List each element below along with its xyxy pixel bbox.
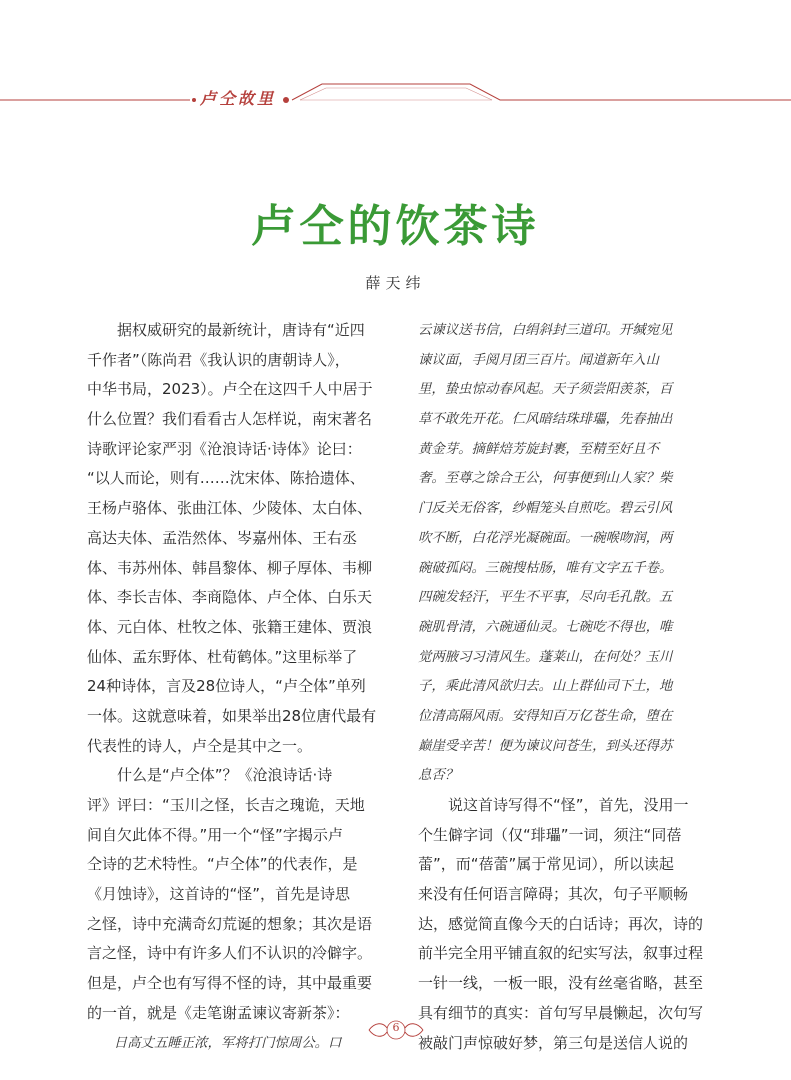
poem-line: 四碗发轻汗，平生不平事，尽向毛孔散。五	[418, 590, 673, 606]
body-line: 被敲门声惊破好梦，第三句是送信人说的	[418, 1033, 689, 1052]
body-line: 高达夫体、孟浩然体、岑嘉州体、王右丞	[87, 528, 358, 547]
poem-line: 奢。至尊之馀合王公，何事便到山人家？柴	[418, 471, 673, 487]
body-line: 前半完全用平铺直叙的纪实写法，叙事过程	[418, 944, 704, 963]
body-line: 体、韦苏州体、韩昌黎体、柳子厚体、韦柳	[87, 558, 373, 577]
body-line: 之怪，诗中充满奇幻荒诞的想象；其次是语	[87, 914, 373, 933]
body-line: 间自欠此体不得。”用一个“怪”字揭示卢	[87, 825, 343, 844]
poem-line: 息否？	[418, 768, 459, 784]
poem-line: 门反关无俗客，纱帽笼头自煎吃。碧云引风	[418, 501, 673, 517]
body-line: 个生僻字词（仅“琲瓃”一词，须注“同蓓	[418, 825, 682, 844]
right-column	[418, 316, 718, 1058]
body-line: 仝诗的艺术特性。“卢仝体”的代表作，是	[87, 855, 358, 874]
body-line: 说这首诗写得不“怪”，首先，没用一	[418, 796, 689, 814]
poem-line: 吹不断，白花浮光凝碗面。一碗喉吻润，两	[418, 530, 673, 546]
left-column	[87, 316, 387, 1058]
section-label: 卢仝故里	[200, 89, 277, 108]
poem-line: 日高丈五睡正浓，军将打门惊周公。口	[87, 1035, 342, 1051]
poem-line: 碗破孤闷。三碗搜枯肠，唯有文字五千卷。	[418, 560, 673, 576]
poem-line: 巅崖受辛苦！便为谏议问苍生，到头还得苏	[418, 738, 673, 754]
body-line: 24种诗体，言及28位诗人，“卢仝体”单列	[87, 677, 366, 696]
poem-line: 觉两腋习习清风生。蓬莱山，在何处？玉川	[418, 649, 673, 665]
body-line: 一针一线，一板一眼，没有丝毫省略，甚至	[418, 974, 704, 993]
body-line: 体、元白体、杜牧之体、张籍王建体、贾浪	[87, 617, 373, 636]
body-line: 但是，卢仝也有写得不怪的诗，其中最重要	[87, 974, 373, 993]
poem-line: 里，蛰虫惊动春风起。天子须尝阳羡茶，百	[418, 382, 673, 398]
body-line: 王杨卢骆体、张曲江体、少陵体、太白体、	[87, 499, 373, 518]
header-rule-ornament	[0, 0, 791, 130]
body-line: 一体。这就意味着，如果举出28位唐代最有	[87, 706, 377, 725]
body-line: 达，感觉简直像今天的白话诗；再次，诗的	[418, 914, 704, 933]
poem-line: 谏议面，手阅月团三百片。闻道新年入山	[418, 352, 660, 368]
body-line: 来没有任何语言障碍；其次，句子平顺畅	[418, 885, 689, 904]
poem-line: 子，乘此清风欲归去。山上群仙司下土，地	[418, 679, 673, 695]
body-line: 什么位置？我们看看古人怎样说，南宋著名	[87, 410, 373, 429]
body-line: 据权威研究的最新统计，唐诗有“近四	[87, 321, 365, 339]
body-line: 言之怪，诗中有许多人们不认识的冷僻字。	[87, 944, 373, 963]
page-footer	[0, 1016, 791, 1044]
page-header	[0, 0, 791, 130]
body-line: “以人而论，则有……沈宋体、陈拾遗体、	[87, 469, 365, 488]
article-author: 薛天纬	[365, 274, 426, 292]
page-number: 6	[392, 1021, 400, 1034]
body-line: 诗歌评论家严羽《沧浪诗话·诗体》论曰：	[87, 439, 362, 458]
body-line: 什么是“卢仝体”？《沧浪诗话·诗	[87, 766, 333, 785]
body-line: 中华书局，2023）。卢仝在这四千人中居于	[87, 380, 373, 399]
poem-line: 碗肌骨清，六碗通仙灵。七碗吃不得也，唯	[418, 619, 673, 635]
poem-line: 云谏议送书信，白绢斜封三道印。开缄宛见	[418, 323, 673, 338]
body-line: 评》评曰：“玉川之怪，长吉之瑰诡，天地	[87, 796, 365, 814]
body-line: 仙体、孟东野体、杜荀鹤体。”这里标举了	[87, 647, 358, 666]
body-line: 代表性的诗人，卢仝是其中之一。	[87, 736, 313, 755]
article-title: 卢仝的饮茶诗	[251, 201, 540, 252]
poem-line: 位清高隔风雨。安得知百万亿苍生命，堕在	[418, 708, 673, 724]
body-line: 具有细节的真实：首句写早晨懒起，次句写	[418, 1003, 704, 1022]
body-line: 蕾”，而“蓓蕾”属于常见词），所以读起	[418, 855, 674, 874]
body-line: 体、李长吉体、李商隐体、卢仝体、白乐天	[87, 588, 373, 607]
poem-line: 黄金芽。摘鲜焙芳旋封裹，至精至好且不	[418, 441, 660, 457]
body-line: 《月蚀诗》，这首诗的“怪”，首先是诗思	[87, 885, 351, 904]
body-line: 千作者”（陈尚君《我认识的唐朝诗人》，	[87, 350, 350, 369]
poem-line: 草不敢先开花。仁风暗结珠琲瓃，先春抽出	[418, 412, 673, 428]
body-line: 的一首，就是《走笔谢孟谏议寄新茶》：	[87, 1003, 350, 1022]
